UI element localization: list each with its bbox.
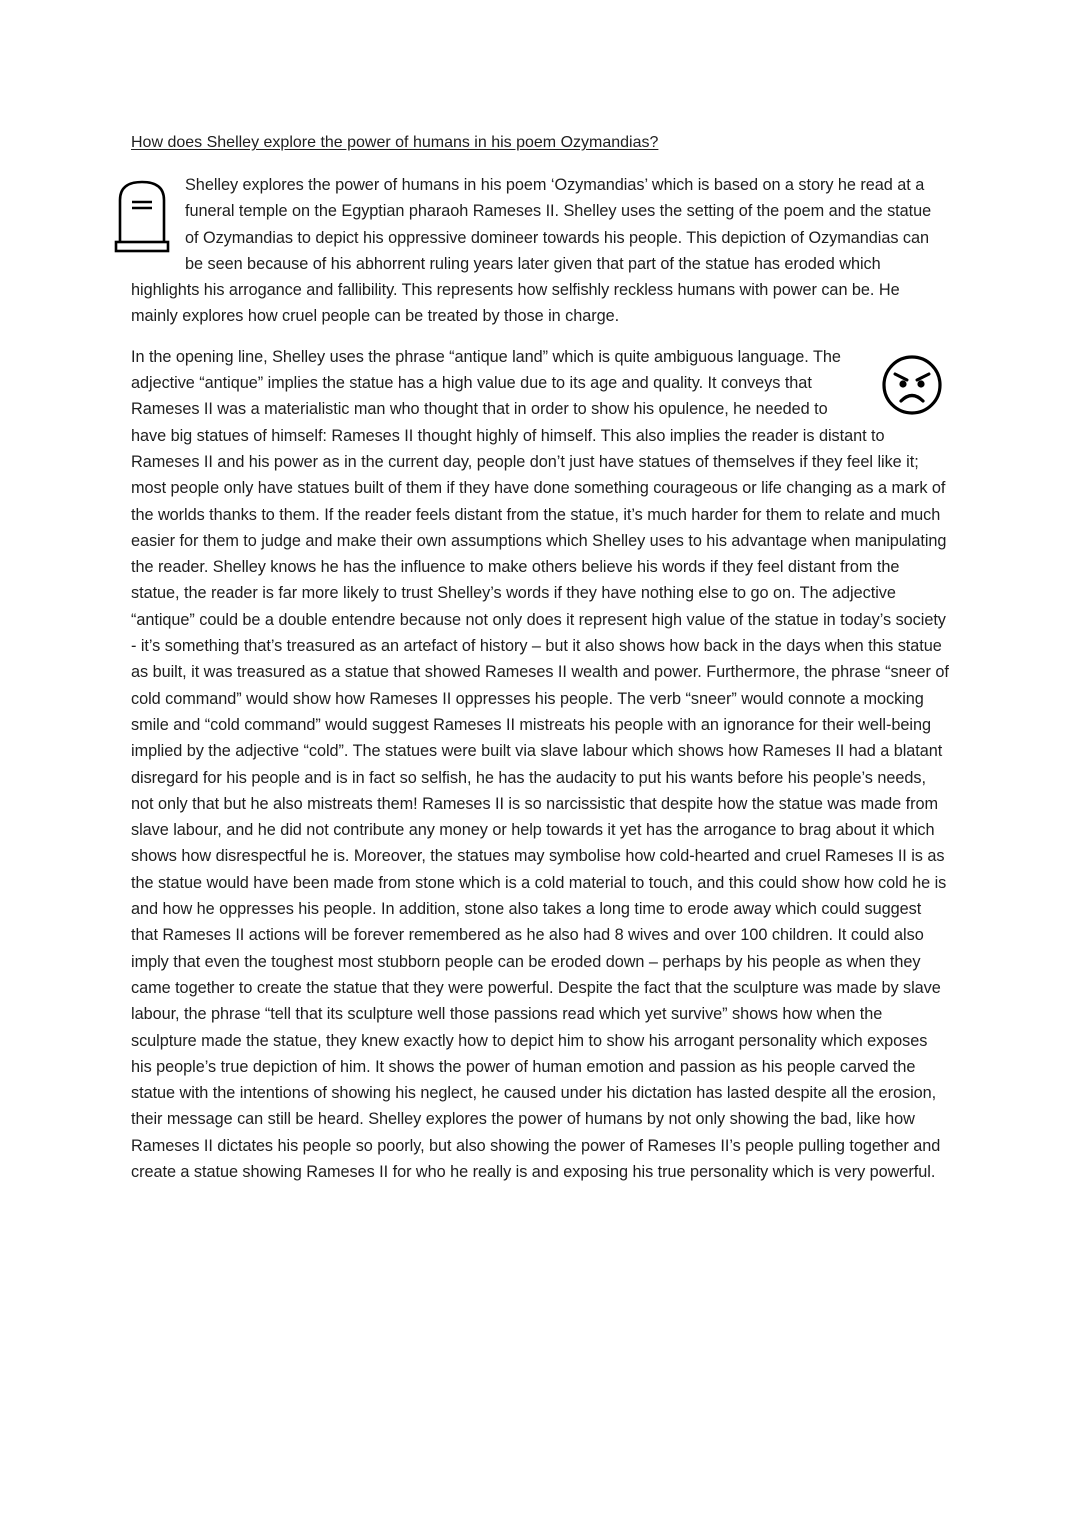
angry-face-icon [863, 354, 943, 434]
paragraph-analysis [131, 344, 949, 1186]
document-page [131, 130, 949, 1185]
tombstone-icon [114, 172, 185, 276]
paragraph-intro [131, 172, 949, 330]
paragraph-analysis-text: In the opening line, Shelley uses the phrase “antique land” which is quite ambiguous language. The adjective “antique” implies the statue has a high value due to its age and quality. It conveys that Rameses II was a materialistic man who thought that in order to show his opulence, he needed to have big statues of himself: Rameses II thought highly of himself. This also implies the reader is distant to Rameses II and his power as in the current day, people don’t just have statues of themselves if they feel like it; most people only have statues built of them if they have done something courageous or life changing as a mark of the worlds thanks to them. If the reader feels distant from the statue, it’s much harder for them to relate and much easier for them to judge and make their own assumptions which Shelley uses to his advantage when manipulating the reader. Shelley knows he has the influence to make others believe his words if they feel distant from the statue, the reader is far more likely to trust Shelley’s words if they have nothing else to go on. The adjective “antique” could be a double entendre because not only does it represent high value of the statue in today’s society - it’s something that’s treasured as an artefact of history – but it also shows how back in the days when this statue as built, it was treasured as a statue that showed Rameses II wealth and power. Furthermore, the phrase “sneer of cold command” would show how Rameses II oppresses his people. The verb “sneer” would connote a mocking smile and “cold command” would suggest Rameses II mistreats his people with an ignorance for their well-being implied by the adjective “cold”. The statues were built via slave labour which shows how Rameses II had a blatant disregard for his people and is in fact so selfish, he has the audacity to put his wants before his people’s needs, not only that but he also mistreats them! Rameses II is so narcissistic that despite how the statue was made from slave labour, and he did not contribute any money or help towards it yet has the arrogance to brag about it which shows how disrespectful he is. Moreover, the statues may symbolise how cold-hearted and cruel Rameses II is as the statue would have been made from stone which is a cold material to touch, and this could show how cold he is and how he oppresses his people. In addition, stone also takes a long time to erode away which could suggest that Rameses II actions will be forever remembered as he also had 8 wives and over 100 children. It could also imply that even the toughest most stubborn people can be eroded down – perhaps by his people as when they came together to create the statue that they were powerful. Despite the fact that the sculpture was made by slave labour, the phrase “tell that its sculpture well those passions read which yet survive” shows how when the sculpture made the statue, they knew exactly how to depict him to show his arrogant personality which exposes his people’s true depiction of him. It shows the power of human emotion and passion as his people carved the statue with the intentions of showing his neglect, he caused under his dictation has lasted despite all the erosion, their message can still be heard. Shelley explores the power of humans by not only showing the bad, like how Rameses II dictates his people so poorly, but also showing the power of Rameses II’s people pulling together and create a statue showing Rameses II for who he really is and exposing his true personality which is very powerful. [131, 347, 949, 1181]
paragraph-intro-text: Shelley explores the power of humans in his poem ‘Ozymandias’ which is based on a story he read at a funeral temple on the Egyptian pharaoh Rameses II. Shelley uses the setting of the poem and the statue of Ozymandias to depict his oppressive domineer towards his people. This depiction of Ozymandias can be seen because of his abhorrent ruling years later given that part of the statue has eroded which highlights his arrogance and fallibility. This represents how selfishly reckless humans with power can be. He mainly explores how cruel people can be treated by those in charge. [131, 176, 932, 326]
essay-title: How does Shelley explore the power of humans in his poem Ozymandias? [131, 134, 659, 151]
